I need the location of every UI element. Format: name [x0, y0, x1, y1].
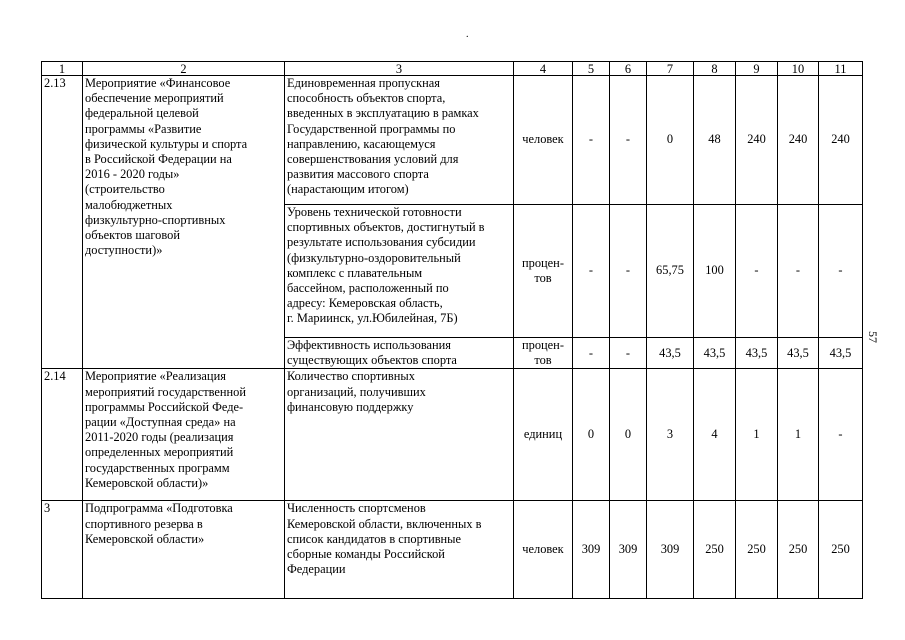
indicators-table	[41, 61, 863, 599]
value-cell: -	[573, 205, 610, 338]
header-row	[42, 62, 863, 76]
value-cell: -	[610, 338, 647, 369]
value-cell: 43,5	[736, 338, 778, 369]
unit-cell: человек	[514, 501, 573, 599]
value-cell: -	[573, 76, 610, 205]
value-cell: 100	[694, 205, 736, 338]
value-cell: -	[819, 205, 863, 338]
table-body	[42, 62, 863, 599]
column-header: 9	[736, 62, 778, 76]
event-name-cell: Мероприятие «Финансовое обеспечение мероприятий федеральной целевой программы «Развитие физической культуры и спорта в Российской Федерации на 2016 - 2020 годы» (строительство малобюджетных физкультурно-спортивных объектов шаговой доступности)»	[83, 76, 285, 369]
value-cell: 43,5	[778, 338, 819, 369]
value-cell: 43,5	[819, 338, 863, 369]
value-cell: 3	[647, 369, 694, 501]
value-cell: -	[610, 205, 647, 338]
indicator-name-cell: Единовременная пропускная способность объектов спорта, введенных в эксплуатацию в рамках Государственной программы по направлению, касающемуся совершенствования условий для развития массового спорта (нарастающим итогом)	[285, 76, 514, 205]
value-cell: 1	[736, 369, 778, 501]
indicator-name-cell: Уровень технической готовности спортивных объектов, достигнутый в результате использования субсидии (физкультурно-оздоровительный комплекс с плавательным бассейном, расположенный по адресу: Кемеровская область, г. Мариинск, ул.Юбилейная, 7Б)	[285, 205, 514, 338]
indicator-name-cell: Численность спортсменов Кемеровской области, включенных в список кандидатов в спортивные сборные команды Российской Федерации	[285, 501, 514, 599]
column-header: 6	[610, 62, 647, 76]
value-cell: 48	[694, 76, 736, 205]
value-cell: 43,5	[647, 338, 694, 369]
value-cell: 250	[778, 501, 819, 599]
table-row	[42, 501, 863, 599]
column-header: 8	[694, 62, 736, 76]
indicator-name-cell: Эффективность использования существующих объектов спорта	[285, 338, 514, 369]
value-cell: 309	[610, 501, 647, 599]
indicator-name-cell: Количество спортивных организаций, получивших финансовую поддержку	[285, 369, 514, 501]
column-header: 2	[83, 62, 285, 76]
event-name-cell: Подпрограмма «Подготовка спортивного резерва в Кемеровской области»	[83, 501, 285, 599]
event-name-cell: Мероприятие «Реализация мероприятий государственной программы Российской Феде- рации «Доступная среда» на 2011-2020 годы (реализация определенных мероприятий государственных программ Кемеровской области)»	[83, 369, 285, 501]
value-cell: -	[778, 205, 819, 338]
value-cell: 1	[778, 369, 819, 501]
value-cell: 65,75	[647, 205, 694, 338]
unit-cell: процен- тов	[514, 338, 573, 369]
row-number-cell: 3	[42, 501, 83, 599]
column-header: 5	[573, 62, 610, 76]
table-row	[42, 76, 863, 205]
value-cell: 4	[694, 369, 736, 501]
value-cell: 240	[736, 76, 778, 205]
value-cell: 240	[819, 76, 863, 205]
column-header: 11	[819, 62, 863, 76]
column-header: 7	[647, 62, 694, 76]
value-cell: 250	[819, 501, 863, 599]
header-mark: .	[466, 29, 469, 40]
value-cell: 0	[610, 369, 647, 501]
column-header: 10	[778, 62, 819, 76]
value-cell: 309	[573, 501, 610, 599]
column-header: 1	[42, 62, 83, 76]
row-number-cell: 2.14	[42, 369, 83, 501]
value-cell: -	[610, 76, 647, 205]
value-cell: 250	[736, 501, 778, 599]
row-number-cell: 2.13	[42, 76, 83, 369]
value-cell: 240	[778, 76, 819, 205]
page-number: 57	[866, 331, 880, 343]
value-cell: 250	[694, 501, 736, 599]
table-row	[42, 369, 863, 501]
column-header: 3	[285, 62, 514, 76]
column-header: 4	[514, 62, 573, 76]
unit-cell: процен- тов	[514, 205, 573, 338]
value-cell: 309	[647, 501, 694, 599]
value-cell: 43,5	[694, 338, 736, 369]
value-cell: -	[573, 338, 610, 369]
value-cell: 0	[647, 76, 694, 205]
value-cell: 0	[573, 369, 610, 501]
value-cell: -	[819, 369, 863, 501]
value-cell: -	[736, 205, 778, 338]
unit-cell: человек	[514, 76, 573, 205]
unit-cell: единиц	[514, 369, 573, 501]
